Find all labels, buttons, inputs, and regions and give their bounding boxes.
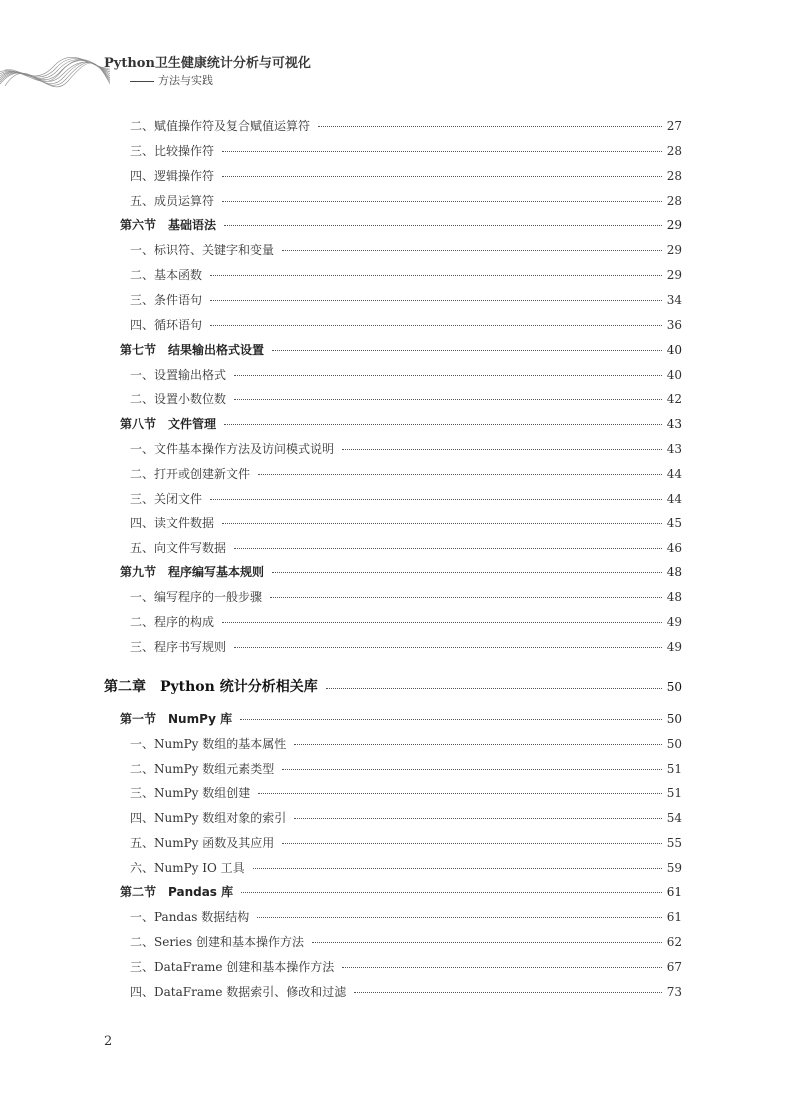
toc-entry-page: 61	[666, 885, 682, 899]
toc-item[interactable]	[130, 440, 682, 458]
toc-entry-page: 40	[666, 368, 682, 382]
toc-entry-page: 50	[666, 680, 682, 694]
toc-item[interactable]	[130, 834, 682, 852]
toc-item[interactable]	[130, 859, 682, 877]
toc-entry-label: 四、循环语句	[130, 318, 203, 332]
book-title: Python卫生健康统计分析与可视化	[104, 56, 311, 71]
dot-leader	[257, 917, 662, 918]
toc-entry-label: 四、DataFrame 数据索引、修改和过滤	[130, 985, 347, 999]
toc-entry-page: 50	[666, 712, 682, 726]
dot-leader	[210, 300, 662, 301]
toc-entry-label: 二、NumPy 数组元素类型	[130, 762, 275, 776]
toc-entry-page: 59	[666, 861, 682, 875]
toc-entry-page: 46	[666, 541, 682, 555]
toc-item[interactable]	[130, 760, 682, 778]
toc-entry-page: 48	[666, 565, 682, 579]
toc-item[interactable]	[130, 266, 682, 284]
toc-item[interactable]	[130, 366, 682, 384]
toc-entry-label: 第二节 Pandas 库	[120, 885, 234, 899]
toc-entry-label: 三、条件语句	[130, 293, 203, 307]
toc-entry-label: 四、逻辑操作符	[130, 169, 215, 183]
toc-item[interactable]	[130, 465, 682, 483]
toc-entry-label: 二、打开或创建新文件	[130, 467, 251, 481]
dot-leader	[312, 942, 662, 943]
toc-entry-page: 27	[666, 119, 682, 133]
toc-entry-label: 二、基本函数	[130, 268, 203, 282]
dot-leader	[240, 719, 662, 720]
toc-entry-label: 第六节 基础语法	[120, 218, 217, 232]
toc-entry-page: 44	[666, 467, 682, 481]
dot-leader	[318, 126, 662, 127]
toc-entry-page: 34	[666, 293, 682, 307]
toc-item[interactable]	[130, 933, 682, 951]
toc-entry-page: 40	[666, 343, 682, 357]
toc-section[interactable]	[120, 341, 682, 359]
toc-entry-label: 第八节 文件管理	[120, 417, 217, 431]
toc-entry-page: 48	[666, 590, 682, 604]
toc-item[interactable]	[130, 908, 682, 926]
toc-entry-page: 67	[666, 960, 682, 974]
dot-leader	[282, 843, 662, 844]
dot-leader	[222, 622, 662, 623]
dot-leader	[258, 793, 662, 794]
toc-entry-page: 62	[666, 935, 682, 949]
toc-item[interactable]	[130, 192, 682, 210]
toc-entry-page: 28	[666, 169, 682, 183]
dot-leader	[282, 250, 662, 251]
toc-item[interactable]	[130, 316, 682, 334]
toc-section[interactable]	[120, 883, 682, 901]
dot-leader	[210, 499, 662, 500]
toc-entry-page: 61	[666, 910, 682, 924]
dot-leader	[224, 424, 662, 425]
page-number: 2	[104, 1034, 113, 1049]
wave-decoration-icon	[0, 48, 110, 98]
dot-leader	[270, 597, 662, 598]
dot-leader	[234, 375, 662, 376]
toc-item[interactable]	[130, 958, 682, 976]
toc-entry-label: 二、赋值操作符及复合赋值运算符	[130, 119, 311, 133]
toc-item[interactable]	[130, 983, 682, 1001]
toc-section[interactable]	[120, 710, 682, 728]
toc-section[interactable]	[120, 216, 682, 234]
toc-item[interactable]	[130, 784, 682, 802]
toc-entry-label: 第九节 程序编写基本规则	[120, 565, 265, 579]
dot-leader	[222, 151, 662, 152]
toc-entry-label: 一、文件基本操作方法及访问模式说明	[130, 442, 335, 456]
dot-leader	[234, 399, 662, 400]
dot-leader	[222, 176, 662, 177]
dot-leader	[222, 523, 662, 524]
toc-entry-page: 50	[666, 737, 682, 751]
toc-entry-label: 第二章 Python 统计分析相关库	[104, 679, 318, 695]
toc-item[interactable]	[130, 117, 682, 135]
toc-entry-page: 49	[666, 640, 682, 654]
toc-entry-label: 二、Series 创建和基本操作方法	[130, 935, 304, 949]
toc-entry-page: 36	[666, 318, 682, 332]
toc-entry-label: 五、NumPy 函数及其应用	[130, 836, 275, 850]
toc-entry-page: 29	[666, 243, 682, 257]
toc-entry-page: 44	[666, 492, 682, 506]
dot-leader	[294, 744, 662, 745]
dot-leader	[241, 892, 662, 893]
dot-leader	[282, 769, 662, 770]
toc-entry-label: 五、向文件写数据	[130, 541, 227, 555]
toc-entry-page: 42	[666, 392, 682, 406]
dot-leader	[258, 474, 662, 475]
toc-entry-label: 一、标识符、关键字和变量	[130, 243, 275, 257]
dot-leader	[342, 449, 662, 450]
toc-entry-label: 一、NumPy 数组的基本属性	[130, 737, 287, 751]
toc-entry-label: 一、设置输出格式	[130, 368, 227, 382]
dot-leader	[253, 868, 662, 869]
dot-leader	[210, 325, 662, 326]
toc-entry-page: 29	[666, 268, 682, 282]
toc-section[interactable]	[120, 415, 682, 433]
subtitle-dash	[130, 81, 154, 82]
toc-item[interactable]	[130, 638, 682, 656]
toc-item[interactable]	[130, 539, 682, 557]
toc-item[interactable]	[130, 735, 682, 753]
toc-entry-label: 三、比较操作符	[130, 144, 215, 158]
toc-entry-page: 49	[666, 615, 682, 629]
toc-entry-page: 51	[666, 786, 682, 800]
toc-item[interactable]	[130, 490, 682, 508]
dot-leader	[234, 548, 662, 549]
toc-item[interactable]	[130, 142, 682, 160]
toc-entry-label: 四、读文件数据	[130, 516, 215, 530]
toc-entry-label: 一、编写程序的一般步骤	[130, 590, 263, 604]
toc-entry-label: 二、程序的构成	[130, 615, 215, 629]
book-subtitle	[130, 72, 213, 88]
toc-entry-label: 三、关闭文件	[130, 492, 203, 506]
toc-item[interactable]	[130, 514, 682, 532]
toc-entry-page: 29	[666, 218, 682, 232]
dot-leader	[222, 201, 662, 202]
toc-entry-label: 一、Pandas 数据结构	[130, 910, 250, 924]
running-header	[0, 38, 420, 108]
dot-leader	[210, 275, 662, 276]
dot-leader	[272, 572, 662, 573]
toc-entry-page: 45	[666, 516, 682, 530]
toc-item[interactable]	[130, 809, 682, 827]
dot-leader	[234, 647, 662, 648]
toc-entry-page: 55	[666, 836, 682, 850]
toc-entry-page: 73	[666, 985, 682, 999]
toc-entry-label: 五、成员运算符	[130, 194, 215, 208]
dot-leader	[224, 225, 662, 226]
dot-leader	[294, 818, 662, 819]
toc-item[interactable]	[130, 167, 682, 185]
dot-leader	[354, 992, 662, 993]
toc-section[interactable]	[120, 563, 682, 581]
dot-leader	[326, 688, 662, 689]
toc-entry-label: 六、NumPy IO 工具	[130, 861, 245, 875]
toc-entry-page: 51	[666, 762, 682, 776]
dot-leader	[342, 967, 662, 968]
toc-entry-page: 28	[666, 194, 682, 208]
toc-entry-label: 第一节 NumPy 库	[120, 712, 233, 726]
dot-leader	[272, 350, 662, 351]
toc-entry-page: 28	[666, 144, 682, 158]
toc-entry-label: 三、程序书写规则	[130, 640, 227, 654]
toc-entry-label: 三、DataFrame 创建和基本操作方法	[130, 960, 335, 974]
book-subtitle-text: 方法与实践	[158, 74, 213, 87]
toc-entry-page: 43	[666, 417, 682, 431]
toc-item[interactable]	[130, 613, 682, 631]
toc-entry-page: 54	[666, 811, 682, 825]
toc-item[interactable]	[130, 241, 682, 259]
toc-entry-label: 三、NumPy 数组创建	[130, 786, 251, 800]
toc-item[interactable]	[130, 390, 682, 408]
toc-entry-page: 43	[666, 442, 682, 456]
toc-entry-label: 四、NumPy 数组对象的索引	[130, 811, 287, 825]
toc-item[interactable]	[130, 291, 682, 309]
toc-entry-label: 二、设置小数位数	[130, 392, 227, 406]
toc-chapter[interactable]	[104, 677, 682, 697]
toc-entry-label: 第七节 结果输出格式设置	[120, 343, 265, 357]
toc-item[interactable]	[130, 588, 682, 606]
